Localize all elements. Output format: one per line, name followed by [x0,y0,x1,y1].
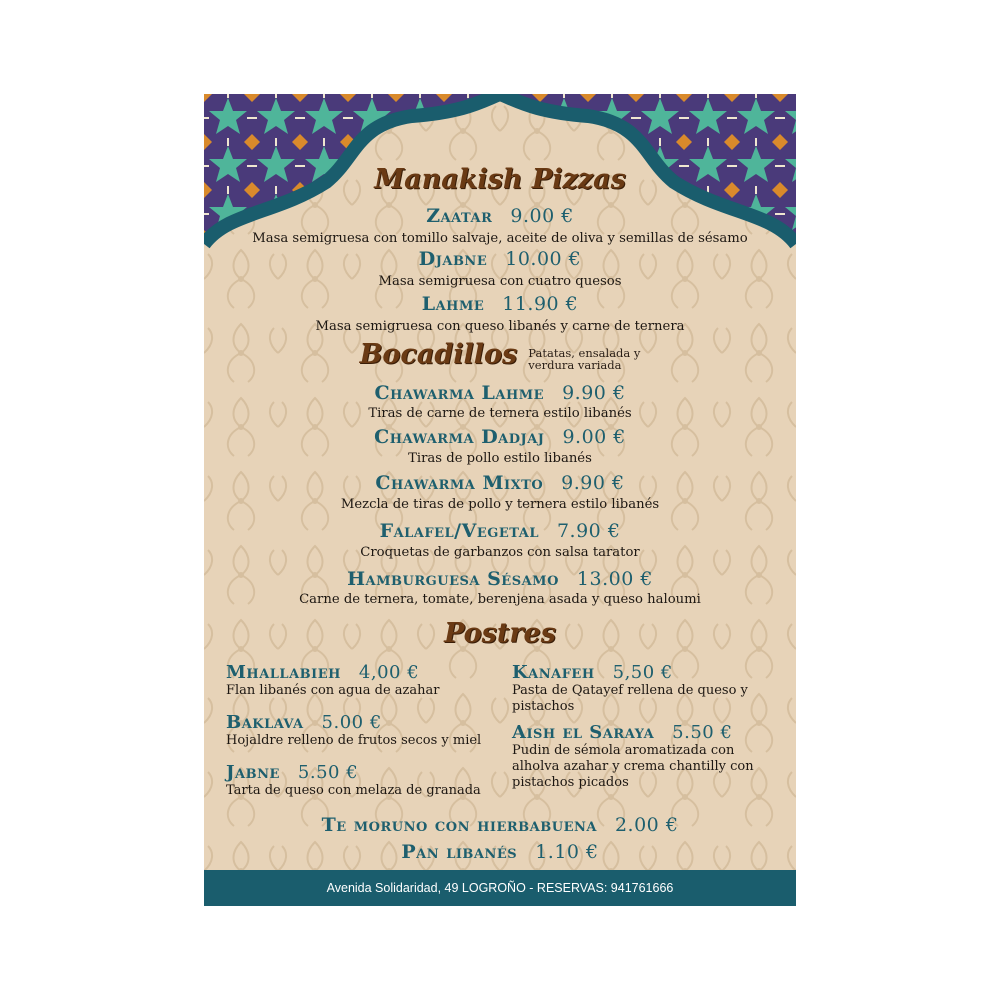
item-price: 1.10 € [535,841,599,863]
menu-item-baklava [226,712,481,749]
menu-item-te-moruno [204,814,796,836]
item-name: Zaatar [426,205,493,227]
item-name: Aish el Saraya [512,722,655,743]
item-name: Jabne [226,762,280,783]
item-name: Falafel/Vegetal [379,520,539,542]
menu-item-chawarma-lahme [204,382,796,404]
item-price: 4,00 € [358,662,420,683]
item-price: 9.90 € [561,472,625,494]
section-header-bocadillos [204,339,796,371]
menu-item-aish-el-saraya [512,722,754,791]
item-price: 10.00 € [505,248,582,270]
item-description: Pudin de sémola aromatizada con [512,743,735,758]
item-description: Tarta de queso con melaza de granada [226,783,481,798]
item-price: 9.00 € [562,426,626,448]
section-title-bocadillos: Bocadillos [359,339,518,370]
item-name: Hamburguesa Sésamo [347,568,559,590]
item-description: Carne de ternera, tomate, berenjena asada y queso haloumi [299,592,701,607]
item-price: 11.90 € [502,293,579,315]
menu-item-lahme [204,293,796,315]
item-name: Lahme [421,293,485,315]
item-price: 9.00 € [510,205,574,227]
item-price: 13.00 € [576,568,653,590]
item-price: 2.00 € [614,814,679,836]
item-price: 5,50 € [612,662,673,683]
item-description: Tiras de pollo estilo libanés [408,451,592,466]
item-description: alholva azahar y crema chantilly con [512,759,754,774]
menu-item-chawarma-dadjaj [204,426,796,448]
item-name: Djabne [418,248,488,270]
section-subtitle-bocadillos [528,347,640,371]
menu-item-pan-libanes [204,841,796,863]
item-description: Hojaldre relleno de frutos secos y miel [226,733,482,748]
section-title-manakish: Manakish Pizzas [374,164,626,195]
menu-item-falafel [204,520,796,542]
menu-item-djabne [204,248,796,270]
item-price: 7.90 € [556,520,621,542]
menu-item-jabne [226,762,481,799]
item-description: Masa semigruesa con tomillo salvaje, aceite de oliva y semillas de sésamo [252,231,748,246]
item-name: Kanafeh [512,662,595,683]
footer-address-bar: Avenida Solidaridad, 49 LOGROÑO - RESERVAS: 941761666 [204,870,796,906]
menu-item-zaatar [204,205,796,227]
subtitle-line: Patatas, ensalada y [528,345,641,360]
item-description: Flan libanés con agua de azahar [226,683,440,698]
item-description: Croquetas de garbanzos con salsa tarator [360,545,640,560]
item-name: Mhallabieh [226,662,341,683]
item-price: 9.90 € [562,382,626,404]
item-price: 5.00 € [321,712,382,733]
item-name: Te moruno con hierbabuena [321,814,597,836]
menu-item-kanafeh [512,662,748,715]
menu-item-mhallabieh [226,662,439,699]
item-description: Mezcla de tiras de pollo y ternera estilo libanés [340,497,660,512]
item-name: Pan libanés [401,841,518,863]
item-price: 5.50 € [297,762,359,783]
item-name: Chawarma Dadjaj [374,426,545,448]
menu-item-hamburguesa [204,568,796,590]
item-name: Baklava [226,712,304,733]
item-description: Tiras de carne de ternera estilo libanés [368,406,632,421]
menu-item-chawarma-mixto [204,472,796,494]
item-price: 5.50 € [672,722,733,743]
item-description: Masa semigruesa con queso libanés y carne de ternera [315,319,685,334]
item-description: Pasta de Qatayef rellena de queso y [512,683,748,698]
item-name: Chawarma Mixto [375,472,544,494]
section-title-postres: Postres [444,618,556,649]
subtitle-line: verdura variada [528,357,622,372]
item-description: pistachos [512,699,575,714]
item-description: pistachos picados [512,775,629,790]
item-description: Masa semigruesa con cuatro quesos [378,274,622,289]
menu-card [204,94,796,906]
item-name: Chawarma Lahme [374,382,545,404]
